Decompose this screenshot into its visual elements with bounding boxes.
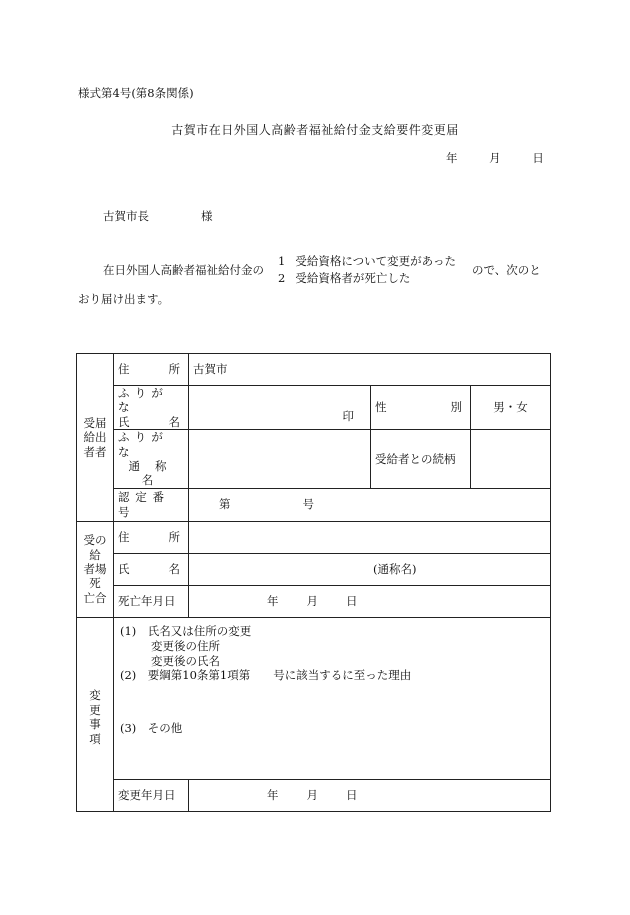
change-date-text: 変更年月日 bbox=[118, 787, 176, 802]
changes-header-4: 項 bbox=[89, 731, 101, 746]
common-name-text: 通称名 bbox=[128, 458, 182, 488]
relation-text: 受給者との続柄 bbox=[375, 451, 456, 466]
changes-header-2: 更 bbox=[89, 702, 101, 717]
option-2-number: 2 bbox=[278, 271, 286, 285]
address-field[interactable] bbox=[189, 354, 551, 386]
day-label: 日 bbox=[346, 593, 358, 608]
change-date-label bbox=[114, 779, 189, 811]
deceased-name-label bbox=[114, 553, 189, 585]
applicant-header-1: 受届 bbox=[83, 415, 107, 430]
month-label: 月 bbox=[306, 593, 318, 608]
deceased-section-header bbox=[77, 521, 114, 617]
change-item-1: (1) 氏名又は住所の変更 bbox=[120, 623, 252, 638]
submission-date bbox=[446, 150, 544, 166]
gender-field[interactable] bbox=[471, 386, 551, 430]
changes-header-1: 変 bbox=[89, 688, 101, 703]
changes-header-3: 事 bbox=[89, 717, 101, 732]
furigana-label: ふりがな bbox=[118, 430, 169, 459]
applicant-header-2: 給出 bbox=[83, 430, 107, 445]
gender-label bbox=[371, 386, 471, 430]
address-label-b: 所 bbox=[168, 529, 180, 544]
name-label-b: 名 bbox=[168, 414, 180, 429]
deceased-header-4: 死 bbox=[89, 576, 101, 591]
change-item-2: (2) 要綱第10条第1項第 号に該当するに至った理由 bbox=[120, 668, 412, 683]
common-name-paren: (通称名) bbox=[373, 561, 417, 576]
changes-field[interactable] bbox=[114, 617, 551, 779]
option-1-number: 1 bbox=[278, 254, 286, 268]
common-name-field[interactable] bbox=[189, 430, 371, 489]
name-label-a: 氏 bbox=[118, 414, 130, 429]
deceased-header-1: 受の bbox=[83, 533, 107, 548]
statement-line-2: おり届け出ます。 bbox=[78, 292, 170, 306]
change-item-1a: 変更後の住所 bbox=[151, 638, 220, 653]
year-label: 年 bbox=[267, 593, 279, 608]
addressee bbox=[103, 208, 213, 224]
change-date-field[interactable] bbox=[189, 779, 551, 811]
name-label-b: 名 bbox=[168, 561, 180, 576]
gender-label-a: 性 bbox=[375, 400, 387, 415]
statement-option-2 bbox=[278, 270, 410, 286]
furigana-label: ふりがな bbox=[118, 386, 169, 415]
address-label bbox=[114, 354, 189, 386]
change-item-1b: 変更後の氏名 bbox=[151, 653, 220, 668]
address-label-b: 所 bbox=[168, 362, 180, 377]
name-label bbox=[114, 386, 189, 430]
certification-number-field[interactable] bbox=[189, 488, 551, 521]
death-date-field[interactable] bbox=[189, 585, 551, 617]
month-label: 月 bbox=[489, 151, 501, 165]
deceased-name-field[interactable] bbox=[189, 553, 551, 585]
applicant-section-header bbox=[77, 354, 114, 522]
death-date-label bbox=[114, 585, 189, 617]
deceased-address-label bbox=[114, 521, 189, 553]
addressee-honorific: 様 bbox=[201, 209, 213, 223]
deceased-address-field[interactable] bbox=[189, 521, 551, 553]
name-label-a: 氏 bbox=[118, 561, 130, 576]
day-label: 日 bbox=[346, 787, 358, 802]
year-label: 年 bbox=[267, 787, 279, 802]
gender-value: 男・女 bbox=[493, 400, 528, 415]
relation-label bbox=[371, 430, 471, 489]
option-2-text: 受給資格者が死亡した bbox=[295, 271, 411, 285]
cert-prefix: 第 bbox=[219, 497, 231, 512]
cert-suffix: 号 bbox=[302, 497, 314, 512]
day-label: 日 bbox=[532, 151, 544, 165]
cert-label-text: 認定番号 bbox=[118, 490, 170, 519]
deceased-header-3: 者場 bbox=[83, 561, 107, 576]
address-value: 古賀市 bbox=[193, 362, 228, 377]
year-label: 年 bbox=[446, 151, 458, 165]
gender-label-b: 別 bbox=[450, 400, 462, 415]
month-label: 月 bbox=[306, 787, 318, 802]
address-label-a: 住 bbox=[118, 529, 130, 544]
changes-section-header bbox=[77, 617, 114, 811]
addressee-name: 古賀市長 bbox=[103, 209, 149, 223]
applicant-header-3: 者者 bbox=[83, 444, 107, 459]
form-number: 様式第4号(第8条関係) bbox=[78, 86, 194, 100]
death-date-text: 死亡年月日 bbox=[118, 593, 176, 608]
name-field[interactable] bbox=[189, 386, 371, 430]
seal-mark: 印 bbox=[342, 408, 354, 423]
common-name-label bbox=[114, 430, 189, 489]
statement-prefix: 在日外国人高齢者福祉給付金の bbox=[103, 263, 264, 277]
option-1-text: 受給資格について変更があった bbox=[295, 254, 456, 268]
certification-number-label bbox=[114, 488, 189, 521]
address-label-a: 住 bbox=[118, 362, 130, 377]
relation-field[interactable] bbox=[471, 430, 551, 489]
statement-option-1 bbox=[278, 253, 456, 269]
statement-suffix: ので、次のと bbox=[472, 263, 541, 277]
document-title: 古賀市在日外国人高齢者福祉給付金支給要件変更届 bbox=[171, 123, 459, 137]
deceased-header-2: 給 bbox=[89, 547, 101, 562]
change-item-3: (3) その他 bbox=[120, 721, 183, 736]
notification-form-table bbox=[76, 353, 551, 812]
deceased-header-5: 亡合 bbox=[83, 590, 107, 605]
